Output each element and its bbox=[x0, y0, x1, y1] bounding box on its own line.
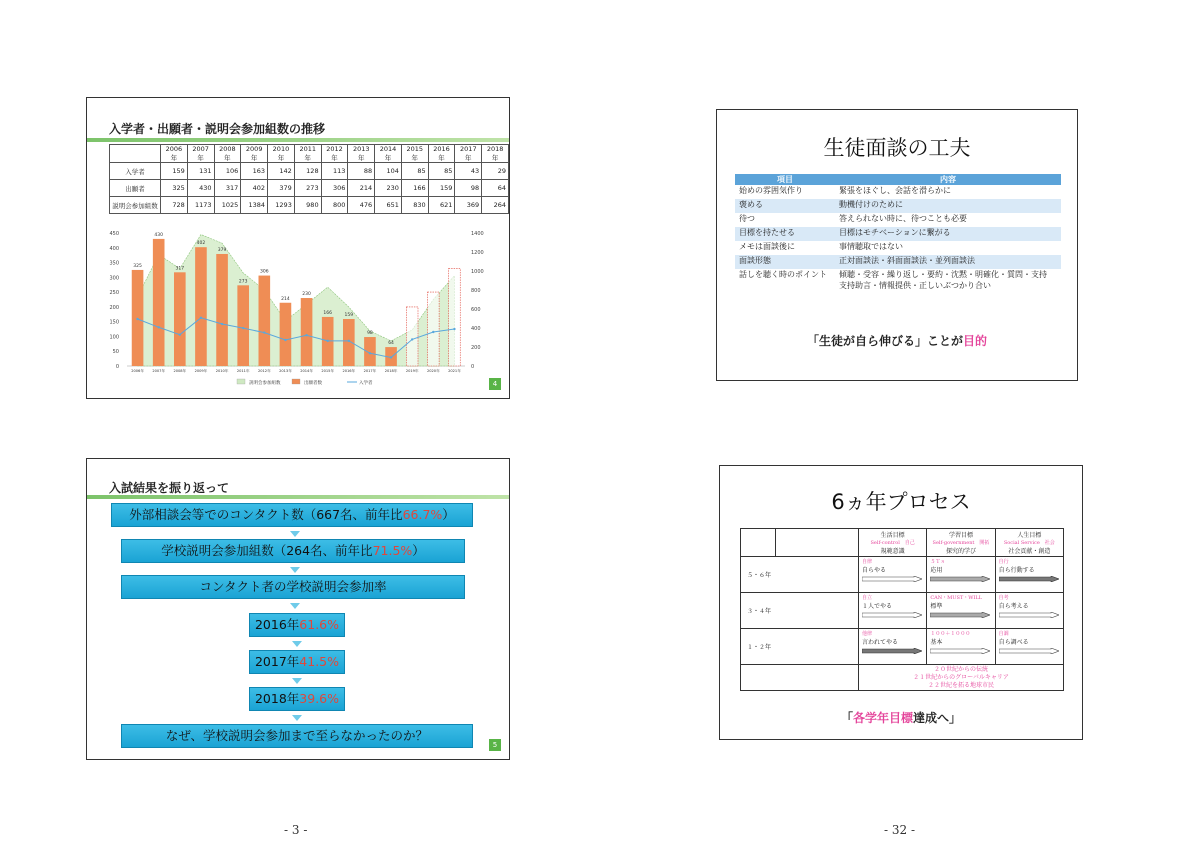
year-header: 2007年 bbox=[187, 145, 214, 163]
y-tick-left: 450 bbox=[109, 231, 119, 237]
grade-label: ３・４年 bbox=[741, 593, 859, 629]
bar-suffix: ） bbox=[442, 507, 455, 522]
legend-swatch bbox=[237, 379, 245, 384]
cell: 128 bbox=[294, 163, 321, 180]
cell: 64 bbox=[482, 180, 509, 197]
item-cell: メモは面談後に bbox=[735, 241, 835, 255]
slide3-title: 入試結果を振り返って bbox=[109, 481, 230, 495]
cell: 621 bbox=[428, 197, 455, 214]
y-tick-right: 400 bbox=[471, 326, 481, 332]
cell: 131 bbox=[187, 163, 214, 180]
cell-mark: 自律 bbox=[862, 559, 873, 565]
goal-suffix: 達成へ」 bbox=[913, 711, 962, 725]
y-tick-right: 600 bbox=[471, 307, 481, 313]
line-point bbox=[157, 326, 159, 328]
content-line: 傾聴・受容・繰り返し・要約・沈黙・明確化・質問・支持 bbox=[839, 270, 1047, 279]
column-header bbox=[927, 529, 995, 557]
cell: 325 bbox=[161, 180, 188, 197]
content-cell: 答えられない時に、待つことも必要 bbox=[835, 213, 1061, 227]
cell: 728 bbox=[161, 197, 188, 214]
line-point bbox=[136, 318, 138, 320]
col-sub: Social Service 社会 bbox=[1003, 540, 1055, 546]
year-header: 2016年 bbox=[428, 145, 455, 163]
arrow-icon bbox=[862, 612, 922, 618]
goal-highlight: 各学年目標 bbox=[852, 711, 913, 725]
line-point bbox=[453, 328, 455, 330]
cell: 306 bbox=[321, 180, 348, 197]
y-tick-left: 250 bbox=[109, 290, 119, 297]
x-tick: 2011年 bbox=[236, 369, 250, 373]
cell: 1025 bbox=[214, 197, 241, 214]
question-bar bbox=[121, 724, 473, 748]
year-rate-2017 bbox=[249, 650, 345, 674]
line-point bbox=[432, 331, 434, 333]
content-cell: 目標はモチベーションに繋がる bbox=[835, 227, 1061, 241]
y-tick-left: 100 bbox=[109, 334, 119, 341]
col-sub: Self-government 開拓 bbox=[932, 540, 990, 546]
col-sub2: 社会貢献・創造 bbox=[1008, 548, 1051, 555]
process-cell bbox=[927, 629, 995, 665]
line-point bbox=[411, 338, 413, 340]
x-tick: 2020年 bbox=[426, 369, 440, 373]
bar-label: 379 bbox=[217, 247, 227, 253]
table-row bbox=[735, 255, 1061, 269]
grade-label: ５・６年 bbox=[741, 557, 859, 593]
slide-exam-review bbox=[86, 458, 510, 760]
legend-swatch bbox=[292, 379, 300, 384]
year-rate: 39.6% bbox=[299, 691, 340, 706]
col-head: 人生目標 bbox=[1017, 532, 1042, 539]
slide-six-year-process bbox=[719, 465, 1083, 740]
x-tick: 2009年 bbox=[194, 369, 208, 373]
line-point bbox=[200, 317, 202, 319]
table-header-row bbox=[735, 174, 1061, 185]
notes-cell bbox=[859, 665, 1064, 691]
year-header: 2018年 bbox=[482, 145, 509, 163]
cell: 98 bbox=[455, 180, 482, 197]
item-cell: 始めの雰囲気作り bbox=[735, 185, 835, 199]
cell-text: 自ら行動する bbox=[998, 567, 1035, 574]
y-tick-left: 0 bbox=[115, 364, 119, 370]
col-head: 生活目標 bbox=[880, 532, 905, 539]
row-label: 説明会参加組数 bbox=[110, 197, 161, 214]
y-tick-left: 50 bbox=[112, 349, 119, 356]
column-header bbox=[995, 529, 1063, 557]
content-cell: 正対面談法・斜面面談法・並列面談法 bbox=[835, 255, 1061, 269]
year-header: 2012年 bbox=[321, 145, 348, 163]
year-header: 2008年 bbox=[214, 145, 241, 163]
interview-table bbox=[735, 174, 1061, 291]
year-header: 2011年 bbox=[294, 145, 321, 163]
cell: 476 bbox=[348, 197, 375, 214]
col-sub2: 探究的学び bbox=[945, 548, 976, 555]
cell: 1293 bbox=[268, 197, 295, 214]
cell-mark: 自立 bbox=[862, 595, 873, 601]
line-point bbox=[326, 340, 328, 342]
cell: 88 bbox=[348, 163, 375, 180]
contact-count-bar bbox=[111, 503, 473, 527]
table-row bbox=[741, 557, 1064, 593]
bar-applicants bbox=[174, 272, 186, 366]
y-tick-right: 200 bbox=[471, 345, 481, 351]
process-cell bbox=[995, 557, 1063, 593]
line-point bbox=[284, 339, 286, 341]
cell-text: 応用 bbox=[930, 567, 943, 574]
cell: 1384 bbox=[241, 197, 268, 214]
bar-highlight: 66.7% bbox=[402, 507, 443, 522]
x-tick: 2021年 bbox=[448, 369, 461, 373]
line-point bbox=[390, 356, 392, 358]
row-label: 入学者 bbox=[110, 163, 161, 180]
year-header: 2010年 bbox=[268, 145, 295, 163]
item-cell: 面談形態 bbox=[735, 255, 835, 269]
bar-label: 64 bbox=[388, 341, 394, 347]
y-tick-left: 200 bbox=[109, 304, 119, 311]
x-tick: 2015年 bbox=[321, 369, 335, 373]
y-tick-right: 800 bbox=[471, 288, 481, 294]
process-cell bbox=[859, 557, 927, 593]
cell: 379 bbox=[268, 180, 295, 197]
year-rate-2016 bbox=[249, 613, 345, 637]
table-row bbox=[735, 185, 1061, 199]
cell: 651 bbox=[375, 197, 402, 214]
bar-applicants bbox=[195, 247, 207, 366]
item-cell: 褒める bbox=[735, 199, 835, 213]
x-tick: 2017年 bbox=[363, 369, 377, 373]
down-arrow-icon bbox=[290, 567, 300, 573]
cell-text: 自ら調べる bbox=[998, 639, 1029, 646]
cell: 980 bbox=[294, 197, 321, 214]
process-table bbox=[740, 528, 1064, 691]
bar-highlight: 71.5% bbox=[372, 543, 413, 558]
cell: 273 bbox=[294, 180, 321, 197]
content-cell: 緊張をほぐし、会話を滑らかに bbox=[835, 185, 1061, 199]
content-cell bbox=[835, 269, 1061, 291]
cell-mark: CAN・MUST・WILL bbox=[930, 595, 982, 601]
slide4-goal bbox=[720, 709, 1082, 726]
line-point bbox=[221, 323, 223, 325]
goal-prefix: 「 bbox=[840, 711, 853, 725]
cell: 214 bbox=[348, 180, 375, 197]
slide-enrollment-trend bbox=[86, 97, 510, 399]
item-cell: 目標を持たせる bbox=[735, 227, 835, 241]
cell: 163 bbox=[241, 163, 268, 180]
process-cell bbox=[995, 629, 1063, 665]
page-number-right: - 32 - bbox=[884, 823, 916, 837]
cell-text: 基本 bbox=[930, 639, 943, 646]
table-header-row bbox=[741, 529, 1064, 557]
bar-label: 166 bbox=[323, 310, 332, 316]
y-tick-right: 1400 bbox=[471, 231, 484, 237]
x-tick: 2010年 bbox=[215, 369, 229, 373]
row-label: 出願者 bbox=[110, 180, 161, 197]
content-cell: 動機付けのために bbox=[835, 199, 1061, 213]
table-row bbox=[735, 199, 1061, 213]
item-cell: 話しを聴く時のポイント bbox=[735, 269, 835, 291]
bar-applicants bbox=[216, 254, 228, 366]
bar-label: 98 bbox=[367, 331, 373, 337]
table-row bbox=[741, 593, 1064, 629]
line-point bbox=[305, 334, 307, 336]
slide2-title: 生徒面談の工夫 bbox=[823, 136, 971, 160]
cell: 369 bbox=[455, 197, 482, 214]
x-tick: 2018年 bbox=[384, 369, 398, 373]
cell: 800 bbox=[321, 197, 348, 214]
bar-label: 317 bbox=[175, 266, 185, 272]
question-text: なぜ、学校説明会参加まで至らなかったのか？ bbox=[165, 728, 429, 743]
bar-suffix: ） bbox=[412, 543, 425, 558]
process-cell bbox=[859, 593, 927, 629]
cell: 85 bbox=[428, 163, 455, 180]
bar-label: 402 bbox=[196, 241, 206, 247]
bar-text: 外部相談会等でのコンタクト数（667名、前年比 bbox=[129, 507, 403, 522]
arrow-icon bbox=[999, 612, 1059, 618]
bar-applicants bbox=[364, 337, 376, 366]
legend-label: 説明会参加組数 bbox=[249, 381, 281, 386]
table-row bbox=[735, 227, 1061, 241]
y-tick-right: 0 bbox=[471, 364, 475, 370]
down-arrow-icon bbox=[290, 531, 300, 537]
cell: 402 bbox=[241, 180, 268, 197]
cell: 29 bbox=[482, 163, 509, 180]
year-rate: 61.6% bbox=[299, 617, 340, 632]
line-point bbox=[179, 333, 181, 335]
table-row bbox=[735, 241, 1061, 255]
cell: 43 bbox=[455, 163, 482, 180]
arrow-icon bbox=[930, 648, 990, 654]
arrow-icon bbox=[862, 576, 922, 582]
x-tick: 2008年 bbox=[173, 369, 187, 373]
cell-text: １人でやる bbox=[862, 603, 893, 610]
x-tick: 2012年 bbox=[257, 369, 271, 373]
y-tick-left: 300 bbox=[109, 275, 119, 282]
bar-label: 325 bbox=[133, 263, 142, 269]
cell: 104 bbox=[375, 163, 402, 180]
down-arrow-icon bbox=[292, 678, 302, 684]
cell: 166 bbox=[401, 180, 428, 197]
process-cell bbox=[859, 629, 927, 665]
year-rate-2018 bbox=[249, 687, 345, 711]
content-cell: 事情聴取ではない bbox=[835, 241, 1061, 255]
bar-label: 430 bbox=[154, 232, 163, 238]
bar-label: 230 bbox=[302, 292, 311, 298]
bar-projected bbox=[449, 268, 461, 366]
goal-text: 「生徒が自ら伸びる」ことが bbox=[806, 334, 963, 348]
process-cell bbox=[995, 593, 1063, 629]
note-line: ２２世紀を拓る地球市民 bbox=[927, 681, 994, 689]
header-item: 項目 bbox=[735, 174, 835, 185]
cell-text: 自ら考える bbox=[998, 603, 1029, 610]
slide2-goal bbox=[717, 332, 1077, 349]
col-head: 学習目標 bbox=[948, 532, 973, 539]
cell: 264 bbox=[482, 197, 509, 214]
cell: 830 bbox=[401, 197, 428, 214]
bar-applicants bbox=[343, 319, 355, 366]
line-point bbox=[263, 331, 265, 333]
bar-label: 214 bbox=[281, 296, 290, 302]
cell-text: 自らやる bbox=[862, 567, 887, 574]
y-tick-right: 1000 bbox=[471, 269, 484, 275]
note-line: ２０世紀からの伝統 bbox=[933, 666, 988, 673]
bar-projected bbox=[428, 292, 440, 366]
bar-applicants bbox=[237, 285, 249, 366]
bar-projected bbox=[406, 307, 418, 366]
note-line: ２１世紀からのグローバルキャリア bbox=[913, 673, 1009, 681]
table-row bbox=[735, 213, 1061, 227]
y-tick-left: 350 bbox=[109, 260, 119, 267]
cell: 317 bbox=[214, 180, 241, 197]
arrow-icon bbox=[862, 648, 922, 654]
x-tick: 2007年 bbox=[152, 369, 166, 373]
page-number-left: - 3 - bbox=[284, 823, 308, 837]
item-cell: 待つ bbox=[735, 213, 835, 227]
cell: 142 bbox=[268, 163, 295, 180]
year-rate: 41.5% bbox=[299, 654, 340, 669]
slide1-title: 入学者・出願者・説明会参加組数の推移 bbox=[109, 122, 326, 136]
cell: 430 bbox=[187, 180, 214, 197]
bar-label: 159 bbox=[344, 313, 354, 319]
line-point bbox=[369, 352, 371, 354]
attendance-rate-bar bbox=[121, 575, 465, 599]
cell-mark: 自行 bbox=[998, 559, 1009, 565]
cell: 113 bbox=[321, 163, 348, 180]
year-header: 2013年 bbox=[348, 145, 375, 163]
bar-applicants bbox=[280, 303, 292, 366]
bar-applicants bbox=[153, 239, 165, 366]
arrow-icon bbox=[999, 576, 1059, 582]
x-tick: 2013年 bbox=[279, 369, 292, 373]
slide3-stripe bbox=[87, 495, 509, 499]
enrollment-chart bbox=[87, 98, 510, 399]
session-count-bar bbox=[121, 539, 465, 563]
col-sub2: 規範意識 bbox=[880, 548, 905, 555]
year-header: 2014年 bbox=[375, 145, 402, 163]
cell: 159 bbox=[428, 180, 455, 197]
column-header bbox=[859, 529, 927, 557]
bar-label: 306 bbox=[260, 269, 269, 275]
slide3-page-badge: 5 bbox=[489, 739, 501, 751]
x-tick: 2014年 bbox=[300, 369, 313, 373]
cell: 85 bbox=[401, 163, 428, 180]
process-cell bbox=[927, 557, 995, 593]
cell-mark: ５Ｔｓ bbox=[930, 559, 946, 565]
year-header: 2017年 bbox=[455, 145, 482, 163]
grade-label: １・２年 bbox=[741, 629, 859, 665]
y-tick-left: 150 bbox=[109, 319, 119, 326]
cell: 1173 bbox=[187, 197, 214, 214]
cell: 230 bbox=[375, 180, 402, 197]
bar-text: 学校説明会参加組数（264名、前年比 bbox=[161, 543, 373, 558]
down-arrow-icon bbox=[292, 715, 302, 721]
arrow-icon bbox=[999, 648, 1059, 654]
table-row bbox=[741, 665, 1064, 691]
line-point bbox=[242, 327, 244, 329]
bar-applicants bbox=[259, 276, 271, 366]
cell: 106 bbox=[214, 163, 241, 180]
year-label: 2016年 bbox=[254, 617, 300, 632]
x-tick: 2006年 bbox=[131, 369, 144, 373]
bar-applicants bbox=[301, 298, 313, 366]
goal-highlight: 目的 bbox=[963, 334, 988, 348]
slide4-title: 6ヵ年プロセス bbox=[831, 490, 971, 514]
year-header: 2009年 bbox=[241, 145, 268, 163]
process-cell bbox=[927, 593, 995, 629]
year-label: 2018年 bbox=[254, 691, 300, 706]
year-label: 2017年 bbox=[254, 654, 300, 669]
cell-mark: 他律 bbox=[862, 631, 873, 637]
line-point bbox=[348, 340, 350, 342]
y-tick-right: 1200 bbox=[471, 250, 484, 256]
legend-label: 出願者数 bbox=[304, 381, 322, 386]
cell: 159 bbox=[161, 163, 188, 180]
cell-mark: 自考 bbox=[998, 595, 1009, 601]
cell-mark: 自調 bbox=[998, 631, 1009, 637]
table-row bbox=[735, 269, 1061, 291]
down-arrow-icon bbox=[292, 641, 302, 647]
bar-text: コンタクト者の学校説明会参加率 bbox=[199, 579, 387, 594]
year-header: 2015年 bbox=[401, 145, 428, 163]
col-sub: Self-control 自己 bbox=[870, 540, 915, 546]
x-tick: 2019年 bbox=[405, 369, 419, 373]
arrow-icon bbox=[930, 612, 990, 618]
cell-text: 言われてやる bbox=[862, 639, 899, 646]
cell-mark: １００＋１０００ bbox=[930, 631, 971, 637]
year-header: 2006年 bbox=[161, 145, 188, 163]
content-line: 支持助言・情報提供・正しいぶつかり合い bbox=[839, 281, 991, 290]
cell-text: 標準 bbox=[930, 603, 943, 610]
arrow-icon bbox=[930, 576, 990, 582]
bar-label: 273 bbox=[238, 279, 248, 285]
slide1-page-badge: 4 bbox=[489, 378, 501, 390]
slide-interview-tips bbox=[716, 109, 1078, 381]
x-tick: 2016年 bbox=[342, 369, 356, 373]
header-content: 内容 bbox=[835, 174, 1061, 185]
legend-label: 入学者 bbox=[359, 381, 373, 386]
y-tick-left: 400 bbox=[109, 245, 119, 252]
table-row bbox=[741, 629, 1064, 665]
down-arrow-icon bbox=[290, 603, 300, 609]
